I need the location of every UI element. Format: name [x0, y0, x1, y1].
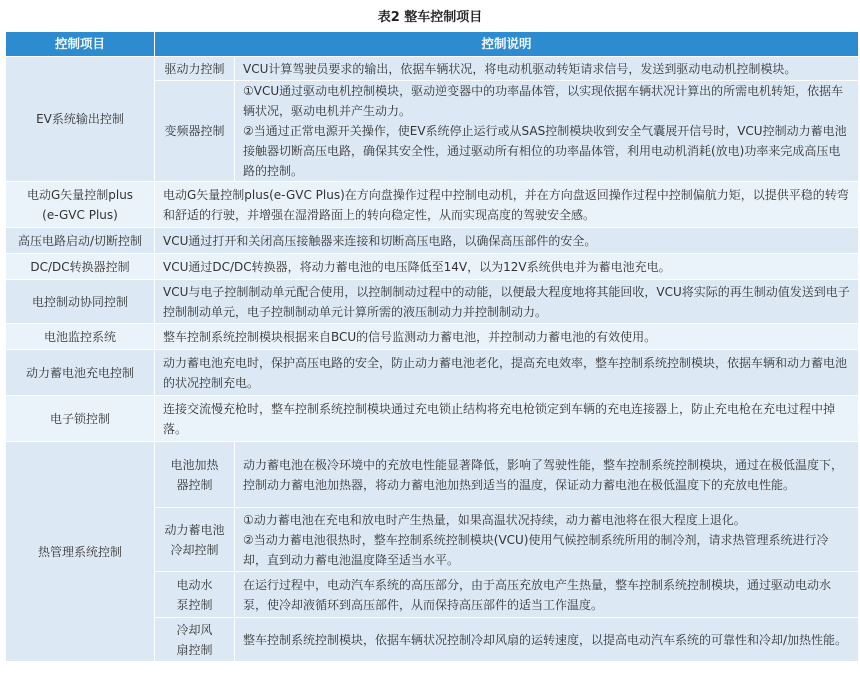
sub-label-battery-heater-line1: 电池加热: [170, 457, 219, 472]
row-label-dcdc: DC/DC转换器控制: [6, 254, 155, 280]
sub-label-drive-force: 驱动力控制: [155, 57, 235, 81]
desc-inverter-2: ②当通过正常电源开关操作，使EV系统停止运行或从SAS控制模块收到安全气囊展开信号时，VCU控制动力蓄电池接触器切断高压电路，确保其安全性，通过驱动所有相位的功率晶体管，利用电动机消耗(放电)功率来完成高压电路的控制。: [243, 124, 847, 178]
desc-brake: VCU与电子控制制动单元配合使用，以控制制动过程中的动能，以便最大程度地将其能回收，VCU将实际的再生制动值发送到电子控制制动单元，电子控制制动单元计算所需的液压制动力并控制制动力。: [155, 280, 859, 324]
desc-battery-monitor: 整车控制系统控制模块根据来自BCU的信号监测动力蓄电池，并控制动力蓄电池的有效使用。: [155, 324, 859, 350]
desc-egvc: 电动G矢量控制plus(e-GVC Plus)在方向盘操作过程中控制电动机，并在方向盘返回操作过程中控制偏航力矩，以提供平稳的转弯和舒适的行驶，并增强在湿滑路面上的转向稳定性，从而实现高度的驾驶安全感。: [155, 182, 859, 228]
desc-elock: 连接交流慢充枪时，整车控制系统控制模块通过充电锁止结构将充电枪锁定到车辆的充电连接器上，防止充电枪在充电过程中掉落。: [155, 396, 859, 442]
row-label-ev-output: EV系统输出控制: [6, 57, 155, 182]
header-control-description: 控制说明: [155, 32, 859, 57]
table-title: 表2 整车控制项目: [377, 10, 483, 25]
table-row: [6, 396, 859, 442]
sub-label-cooling-fan: [155, 618, 235, 662]
desc-dcdc: VCU通过DC/DC转换器，将动力蓄电池的电压降低至14V，以为12V系统供电并为蓄电池充电。: [155, 254, 859, 280]
desc-battery-cooling-2: ②当动力蓄电池很热时，整车控制系统控制模块(VCU)使用气候控制系统所用的制冷剂，请求热管理系统进行冷却，直到动力蓄电池温度降至适当水平。: [243, 532, 829, 567]
sub-label-cooling-fan-line2: 扇控制: [176, 642, 213, 657]
row-label-elock: 电子锁控制: [6, 396, 155, 442]
row-label-egvc-line2: (e-GVC Plus): [42, 207, 118, 222]
sub-label-inverter: 变频器控制: [155, 81, 235, 182]
table-row: [6, 442, 859, 508]
table-row: [6, 350, 859, 396]
header-control-item: 控制项目: [6, 32, 155, 57]
row-label-thermal: 热管理系统控制: [6, 442, 155, 662]
desc-battery-cooling-1: ①动力蓄电池在充电和放电时产生热量，如果高温状况持续，动力蓄电池将在很大程度上退化。: [243, 512, 746, 527]
desc-drive-force: VCU计算驾驶员要求的输出，依据车辆状况，将电动机驱动转矩请求信号，发送到驱动电动机控制模块。: [235, 57, 859, 81]
sub-label-water-pump: [155, 572, 235, 618]
row-label-battery-monitor: 电池监控系统: [6, 324, 155, 350]
table-header-row: [6, 32, 859, 57]
desc-hv-circuit: VCU通过打开和关闭高压接触器来连接和切断高压电路，以确保高压部件的安全。: [155, 228, 859, 254]
desc-battery-heater: 动力蓄电池在极冷环境中的充放电性能显著降低，影响了驾驶性能，整车控制系统控制模块，通过在极低温度下，控制动力蓄电池加热器，将动力蓄电池加热到适当的温度，保证动力蓄电池在极低温度下的充放电性能。: [235, 442, 859, 508]
table-row: [6, 182, 859, 228]
desc-inverter-1: ①VCU通过驱动电机控制模块，驱动逆变器中的功率晶体管，以实现依据车辆状况计算出的所需电机转矩，依据车辆状况，驱动电机并产生动力。: [243, 84, 844, 118]
vehicle-control-table: [5, 31, 859, 662]
sub-label-battery-cooling-line2: 冷却控制: [170, 542, 219, 557]
table-row: [6, 57, 859, 81]
row-label-charging: 动力蓄电池充电控制: [6, 350, 155, 396]
desc-inverter: [235, 81, 859, 182]
sub-label-water-pump-line1: 电动水: [176, 577, 213, 592]
row-label-egvc: [6, 182, 155, 228]
table-row: [6, 254, 859, 280]
desc-water-pump: 在运行过程中，电动汽车系统的高压部分，由于高压充放电产生热量，整车控制系统控制模块，通过驱动电动水泵，使冷却液循环到高压部件，从而保持高压部件的适当工作温度。: [235, 572, 859, 618]
row-label-brake: 电控制动协同控制: [6, 280, 155, 324]
sub-label-cooling-fan-line1: 冷却风: [176, 622, 213, 637]
row-label-egvc-line1: 电动G矢量控制plus: [26, 187, 134, 202]
sub-label-battery-heater-line2: 器控制: [176, 477, 213, 492]
sub-label-battery-cooling: [155, 508, 235, 572]
desc-cooling-fan: 整车控制系统控制模块，依据车辆状况控制冷却风扇的运转速度，以提高电动汽车系统的可靠性和冷却/加热性能。: [235, 618, 859, 662]
sub-label-battery-heater: [155, 442, 235, 508]
desc-charging: 动力蓄电池充电时，保护高压电路的安全，防止动力蓄电池老化，提高充电效率，整车控制系统控制模块，依据车辆和动力蓄电池的状况控制充电。: [155, 350, 859, 396]
sub-label-battery-cooling-line1: 动力蓄电池: [164, 522, 225, 537]
sub-label-water-pump-line2: 泵控制: [176, 597, 213, 612]
table-row: [6, 280, 859, 324]
table-row: [6, 228, 859, 254]
desc-battery-cooling: [235, 508, 859, 572]
row-label-hv-circuit: 高压电路启动/切断控制: [6, 228, 155, 254]
table-row: [6, 324, 859, 350]
